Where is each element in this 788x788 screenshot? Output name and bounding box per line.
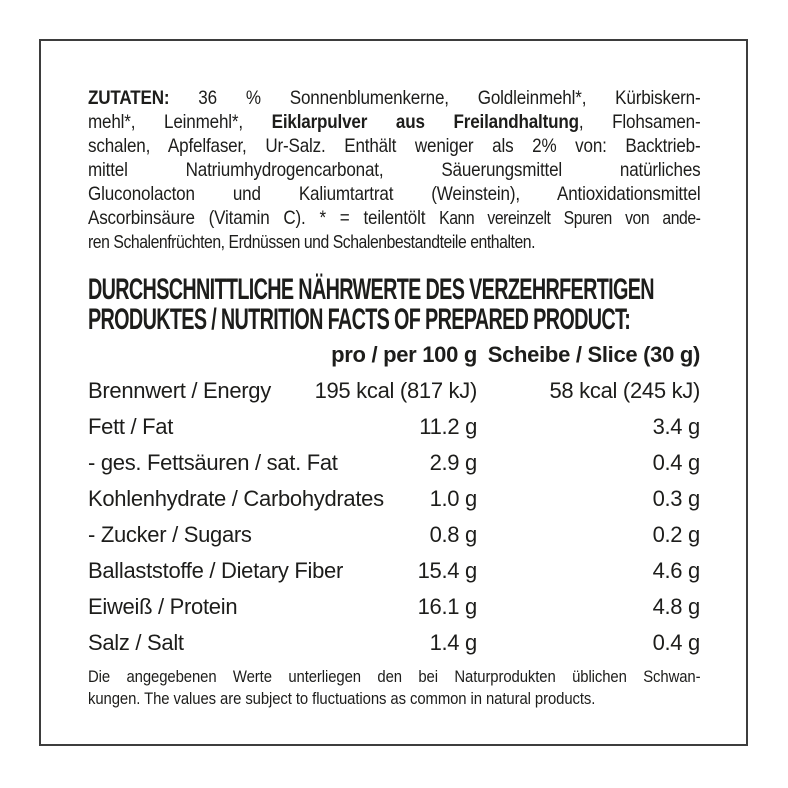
row-label: Brennwert / Energy — [88, 378, 271, 403]
nutrition-heading — [88, 275, 788, 335]
row-value-slice: 0.4 g — [652, 450, 700, 475]
ingredients-text: , Flohsamen- — [578, 111, 701, 133]
row-label: Kohlenhydrate / Carbohydrates — [88, 486, 384, 511]
ingredients-text: Kann vereinzelt Spuren von ande- — [439, 208, 701, 228]
row-value-slice: 3.4 g — [652, 414, 700, 439]
ingredients-line — [88, 158, 701, 182]
ingredients-line — [88, 134, 701, 158]
ingredients-paragraph — [88, 86, 701, 254]
nutrition-row — [88, 409, 700, 445]
row-value-per-100g: 16.1 g — [417, 594, 477, 619]
row-value-per-100g: 15.4 g — [417, 558, 477, 583]
row-value-per-100g: 11.2 g — [419, 414, 477, 439]
row-value-per-100g: 195 kcal (817 kJ) — [314, 378, 477, 403]
row-label: - Zucker / Sugars — [88, 522, 252, 547]
ingredients-line — [88, 86, 701, 110]
ingredients-line — [88, 110, 701, 134]
footnote-line-2: kungen. The values are subject to fluctuations as common in natural products. — [88, 689, 596, 708]
row-label: Fett / Fat — [88, 414, 174, 439]
footnote — [88, 666, 701, 710]
row-label: - ges. Fettsäuren / sat. Fat — [88, 450, 338, 475]
nutrition-row — [88, 445, 700, 481]
row-value-slice: 4.6 g — [652, 558, 700, 583]
row-value-per-100g: 1.0 g — [429, 486, 477, 511]
ingredients-text: mehl*, Leinmehl*, — [88, 111, 272, 133]
row-value-per-100g: 1.4 g — [429, 630, 477, 655]
nutrition-row — [88, 589, 700, 625]
nutrition-heading-line-2: PRODUKTES / NUTRITION FACTS OF PREPARED PRODUCT: — [88, 303, 631, 336]
nutrition-row — [88, 481, 700, 517]
nutrition-rows — [88, 373, 700, 661]
ingredients-bold-text: Eiklarpulver aus Freilandhaltung — [271, 111, 579, 133]
row-value-slice: 4.8 g — [652, 594, 700, 619]
row-value-slice: 0.2 g — [652, 522, 700, 547]
row-value-slice: 58 kcal (245 kJ) — [549, 378, 700, 403]
label-content — [88, 41, 700, 744]
row-value-per-100g: 2.9 g — [429, 450, 477, 475]
ingredients-line — [88, 182, 701, 206]
nutrition-row — [88, 553, 700, 589]
nutrition-row — [88, 625, 700, 661]
row-value-slice: 0.3 g — [652, 486, 700, 511]
nutrition-column-headers — [88, 337, 700, 373]
footnote-line-1: Die angegebenen Werte unterliegen den bei Naturprodukten üblichen Schwan- — [88, 667, 701, 686]
ingredients-line — [88, 230, 701, 254]
row-label: Salz / Salt — [88, 630, 184, 655]
ingredients-text: Ascorbinsäure (Vitamin C). * = teilentölt — [88, 207, 440, 229]
nutrition-row — [88, 373, 700, 409]
ingredients-text: mittel Natriumhydrogencarbonat, Säuerungsmittel natürliches — [88, 159, 701, 181]
nutrition-row — [88, 517, 700, 553]
nutrition-heading-line-1: DURCHSCHNITTLICHE NÄHRWERTE DES VERZEHRFERTIGEN — [88, 273, 654, 306]
ingredients-line — [88, 206, 701, 230]
row-value-slice: 0.4 g — [652, 630, 700, 655]
col-header-per-100g: pro / per 100 g — [331, 342, 477, 367]
col-header-slice: Scheibe / Slice (30 g) — [487, 342, 700, 367]
ingredients-bold-text: ZUTATEN: — [88, 87, 170, 109]
nutrition-table — [88, 337, 700, 661]
ingredients-text: ren Schalenfrüchten, Erdnüssen und Schalenbestandteile enthalten. — [88, 232, 536, 252]
row-label: Eiweiß / Protein — [88, 594, 238, 619]
ingredients-text: schalen, Apfelfaser, Ur-Salz. Enthält weniger als 2% von: Backtrieb- — [88, 135, 701, 157]
ingredients-text: 36 % Sonnenblumenkerne, Goldleinmehl*, Kürbiskern- — [169, 87, 701, 109]
row-value-per-100g: 0.8 g — [429, 522, 477, 547]
row-label: Ballaststoffe / Dietary Fiber — [88, 558, 343, 583]
ingredients-text: Gluconolacton und Kaliumtartrat (Weinstein), Antioxidationsmittel — [88, 183, 701, 205]
label-border-frame — [39, 39, 748, 746]
